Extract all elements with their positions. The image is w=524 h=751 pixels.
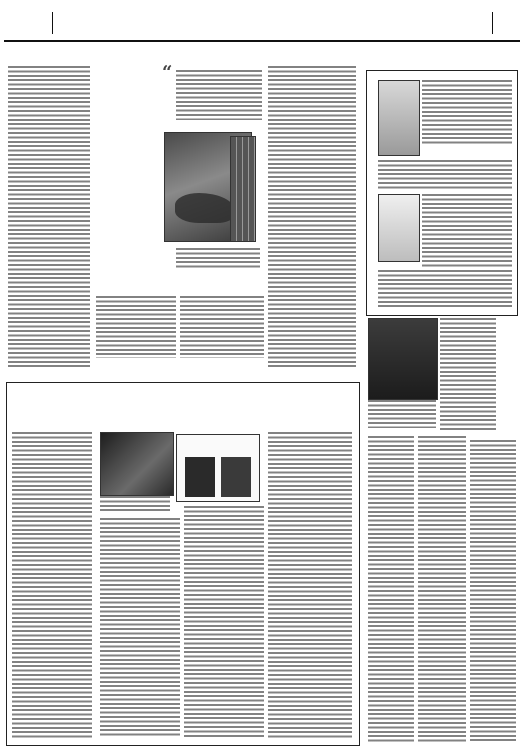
feature-photo-caption xyxy=(100,496,170,512)
header-rule xyxy=(4,40,520,42)
feature-photo-covers xyxy=(176,434,260,502)
lead-article-text-col3 xyxy=(96,296,176,358)
review-text-col1 xyxy=(440,318,496,430)
sidebar-book-cover-1 xyxy=(378,80,420,156)
review-text-col2 xyxy=(368,436,414,742)
sidebar-book-text-2b xyxy=(378,270,512,308)
feature-text-col4 xyxy=(268,432,352,738)
header-divider xyxy=(52,12,53,34)
review-text-col4 xyxy=(470,440,516,742)
lead-article-text-col2 xyxy=(268,66,356,368)
review-book-caption xyxy=(368,400,436,428)
feature-cover-2-image xyxy=(221,457,251,497)
feature-cover-1-image xyxy=(185,457,215,497)
lead-article-text-col4 xyxy=(180,296,264,358)
feature-photo-books xyxy=(100,432,174,496)
lead-article-pullquote xyxy=(176,70,262,120)
book-spines-image xyxy=(230,136,256,242)
review-text-col3 xyxy=(418,436,466,742)
sidebar-book-text-1b xyxy=(378,160,512,190)
feature-text-col1 xyxy=(12,432,92,738)
sidebar-book-text-1 xyxy=(422,80,512,144)
feature-text-col3 xyxy=(184,506,264,738)
quote-mark-icon: “ xyxy=(162,62,173,83)
dinosaur-illustration-icon xyxy=(175,193,235,223)
book-caption xyxy=(176,248,260,270)
feature-text-col2 xyxy=(100,518,180,738)
sidebar-book-text-2 xyxy=(422,194,512,268)
page-number-divider xyxy=(492,12,493,34)
lead-article-text-col1 xyxy=(8,66,90,368)
sidebar-book-cover-2 xyxy=(378,194,420,262)
review-book-cover-image xyxy=(368,318,438,400)
